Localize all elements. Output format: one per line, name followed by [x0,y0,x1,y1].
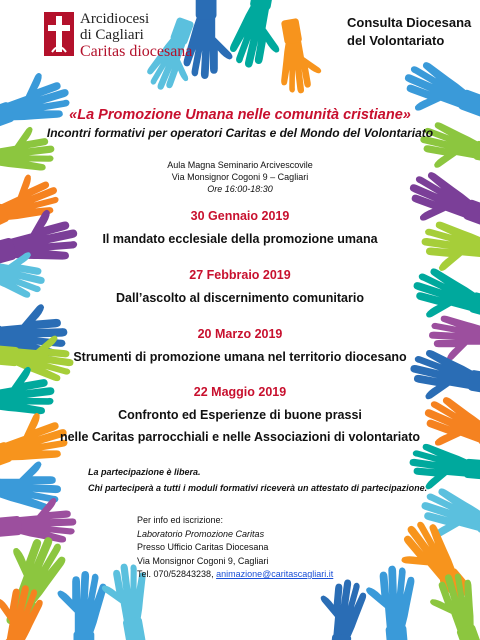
caritas-logo [44,12,192,60]
phone-number: Tel. 070/52843238, [137,569,214,579]
note-line-2: Chi parteciperà a tutti i moduli formativi riceverà un attestato di partecipazione. [88,483,428,493]
info-line-2: Laboratorio Promozione Caritas [137,528,265,539]
event-item [60,209,420,249]
logo-wordmark [80,12,192,60]
event-item [60,268,420,308]
venue-address: Via Monsignor Cogoni 9 – Cagliari [171,172,309,182]
info-line-3: Presso Ufficio Caritas Diocesana [137,542,269,552]
info-contact-line [137,568,333,582]
caritas-cross-icon [44,12,74,56]
venue-name: Aula Magna Seminario Arcivescovile [167,160,313,170]
event-title: «La Promozione Umana nelle comunità cristiane» [69,107,411,123]
event-item [40,385,440,447]
event-subtitle: Incontri formativi per operatori Caritas e del Mondo del Volontariato [46,126,434,140]
organizer-line-1: Consulta Diocesana [347,15,472,30]
participation-notes [88,464,427,496]
note-line-1: La partecipazione è libera. [88,467,201,477]
event-date: 27 Febbraio 2019 [189,268,291,282]
email-link[interactable]: animazione@caritascagliari.it [216,569,334,579]
event-topic-line-2: nelle Caritas parrocchiali e nelle Associazioni di volontariato [59,430,421,444]
event-topic: Strumenti di promozione umana nel territorio diocesano [73,350,407,364]
info-line-1: Per info ed iscrizione: [137,515,224,525]
event-topic-line-1: Confronto ed Esperienze di buone prassi [118,408,362,422]
contact-info [137,514,333,582]
organizer-name [347,14,471,49]
logo-line-2: di Cagliari [80,26,144,43]
info-line-4: Via Monsignor Cogoni 9, Cagliari [137,555,269,566]
event-item [60,327,420,367]
logo-line-1: Arcidiocesi [80,11,150,27]
event-date: 30 Gennaio 2019 [190,209,290,223]
venue-block [140,159,340,195]
event-date: 20 Marzo 2019 [197,327,283,341]
venue-time: Ore 16:00-18:30 [207,184,273,194]
event-date: 22 Maggio 2019 [193,385,287,399]
event-topic: Dall’ascolto al discernimento comunitario [116,291,364,305]
event-topic: Il mandato ecclesiale della promozione umana [102,232,378,246]
logo-line-3: Caritas diocesana [80,42,193,60]
organizer-line-2: del Volontariato [347,32,445,48]
